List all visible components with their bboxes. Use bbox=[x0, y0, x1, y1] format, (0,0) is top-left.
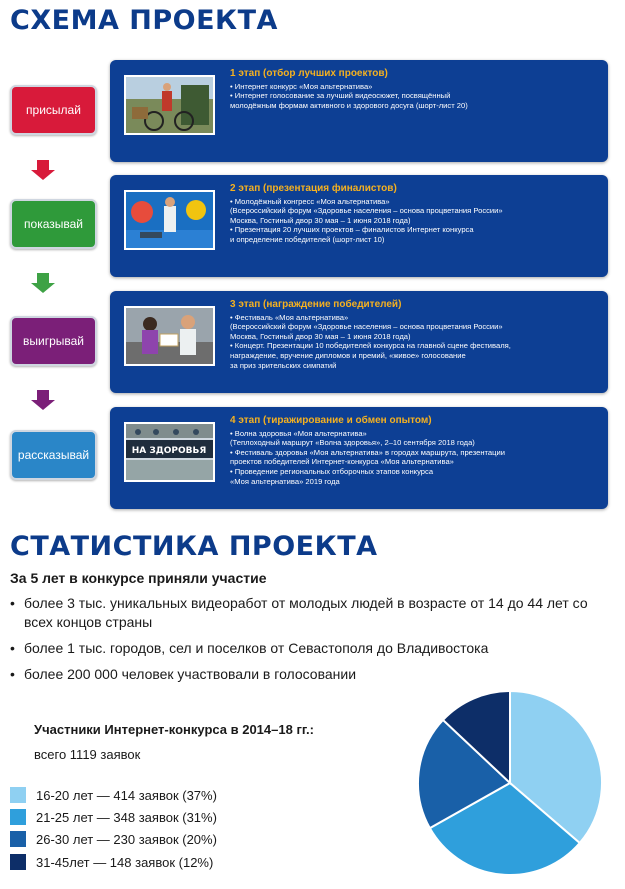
stage-line: • Молодёжный конгресс «Моя альтернатива» bbox=[230, 196, 390, 206]
arrow-head bbox=[31, 283, 55, 293]
legend-swatch bbox=[10, 854, 26, 870]
arrow-shaft bbox=[37, 160, 49, 170]
photo-banner-text: НА ЗДОРОВЬЯ bbox=[131, 446, 207, 456]
stage-text bbox=[230, 416, 600, 486]
stage-title: 3 этап (награждение победителей) bbox=[230, 299, 402, 310]
stage-line: • Интернет конкурс «Моя альтернатива» bbox=[230, 81, 373, 91]
stage-line: (Теплоходный маршрут «Волна здоровья», 2–10 сентября 2018 года) bbox=[230, 438, 475, 448]
stats-heading: СТАТИСТИКА ПРОЕКТА bbox=[10, 531, 378, 562]
stage-line: Москва, Гостиный двор 30 мая – 1 июня 2018 года) bbox=[230, 215, 411, 225]
legend-swatch bbox=[10, 831, 26, 847]
stage-text bbox=[230, 184, 600, 245]
stage-line: проектов победителей Интернет-конкурса «Моя альтернатива» bbox=[230, 457, 454, 467]
stage-line: Москва, Гостиный двор 30 мая – 1 июня 2018 года) bbox=[230, 331, 411, 341]
legend-label: 31-45лет — 148 заявок (12%) bbox=[36, 854, 214, 870]
stage-panel-3 bbox=[110, 291, 608, 393]
stage-button-label: присылай bbox=[26, 103, 81, 117]
stage-line: «Моя альтернатива» 2019 года bbox=[230, 476, 340, 486]
legend-swatch bbox=[10, 787, 26, 803]
stage-button-show[interactable] bbox=[10, 199, 97, 249]
stage-line: • Проведение региональных отборочных этапов конкурса bbox=[230, 466, 434, 476]
stage-title: 4 этап (тиражирование и обмен опытом) bbox=[230, 415, 432, 426]
stage-line: • Концерт. Презентации 10 победителей конкурса на главной сцене фестиваля, bbox=[230, 341, 511, 351]
stage-title: 2 этап (презентация финалистов) bbox=[230, 183, 397, 194]
chart-title: Участники Интернет-конкурса в 2014–18 гг.: bbox=[34, 722, 314, 737]
stage-line: за приз зрительских симпатий bbox=[230, 360, 337, 370]
bullet-text: более 200 000 человек участвовали в голосовании bbox=[24, 666, 357, 682]
ship-photo-icon bbox=[126, 424, 213, 480]
legend-item bbox=[10, 854, 213, 870]
stage-photo bbox=[124, 422, 215, 482]
stage-text bbox=[230, 300, 600, 370]
stage-line: и определение победителей (шорт-лист 10) bbox=[230, 234, 385, 244]
stage-button-send[interactable] bbox=[10, 85, 97, 135]
stage-line: (Всероссийский форум «Здоровье населения – основа процветания России» bbox=[230, 322, 503, 332]
stage-line: • Интернет голосование за лучший видеосюжет, посвящённый bbox=[230, 91, 451, 101]
stage-button-label: показывай bbox=[24, 217, 83, 231]
stage-line: • Презентация 20 лучших проектов – финалистов Интернет конкурса bbox=[230, 225, 474, 235]
stage-line: (Всероссийский форум «Здоровье населения – основа процветания России» bbox=[230, 206, 503, 216]
stage-line: награждение, вручение дипломов и премий, «живое» голосование bbox=[230, 350, 466, 360]
arrow-shaft bbox=[37, 273, 49, 283]
bullet-mark: • bbox=[10, 666, 15, 682]
stage-panel-4 bbox=[110, 407, 608, 509]
legend-swatch bbox=[10, 809, 26, 825]
stats-bullet-list bbox=[10, 594, 610, 691]
stage-photo bbox=[124, 190, 215, 250]
legend-label: 26-30 лет — 230 заявок (20%) bbox=[36, 831, 217, 847]
legend-label: 16-20 лет — 414 заявок (37%) bbox=[36, 787, 217, 803]
stage-button-tell[interactable] bbox=[10, 430, 97, 480]
bullet-text: более 3 тыс. уникальных видеоработ от молодых людей в возрасте от 14 до 44 лет со всех концов страны bbox=[24, 595, 588, 630]
legend-item bbox=[10, 809, 217, 825]
arrow-shaft bbox=[37, 390, 49, 400]
legend-label: 21-25 лет — 348 заявок (31%) bbox=[36, 809, 217, 825]
award-photo-icon bbox=[126, 308, 213, 364]
legend-item bbox=[10, 831, 217, 847]
list-item bbox=[10, 665, 610, 684]
stats-subtitle: За 5 лет в конкурсе приняли участие bbox=[10, 570, 267, 586]
stage-line: • Фестиваль «Моя альтернатива» bbox=[230, 312, 349, 322]
stage-panel-2 bbox=[110, 175, 608, 277]
stage-photo bbox=[124, 306, 215, 366]
bullet-text: более 1 тыс. городов, сел и поселков от Севастополя до Владивостока bbox=[24, 640, 489, 656]
stage-button-label: выигрывай bbox=[23, 334, 84, 348]
list-item bbox=[10, 639, 610, 658]
stage-photo bbox=[124, 75, 215, 135]
stage-line: • Фестиваль здоровья «Моя альтернатива» в городах маршрута, презентации bbox=[230, 447, 505, 457]
stage-panel-1 bbox=[110, 60, 608, 162]
list-item bbox=[10, 594, 610, 632]
arrow-head bbox=[31, 400, 55, 410]
stage-line: молодёжным формам активного и здорового досуга (шорт-лист 20) bbox=[230, 100, 468, 110]
stage-button-win[interactable] bbox=[10, 316, 97, 366]
congress-photo-icon bbox=[126, 192, 213, 248]
stage-button-label: рассказывай bbox=[17, 448, 90, 462]
stage-line: • Волна здоровья «Моя альтернатива» bbox=[230, 428, 367, 438]
arrow-head bbox=[31, 170, 55, 180]
pie-chart bbox=[410, 688, 610, 878]
chart-subtitle: всего 1119 заявок bbox=[34, 747, 141, 762]
scheme-heading: СХЕМА ПРОЕКТА bbox=[10, 5, 278, 36]
cyclist-photo-icon bbox=[126, 77, 213, 133]
bullet-mark: • bbox=[10, 640, 15, 656]
legend-item bbox=[10, 787, 217, 803]
bullet-mark: • bbox=[10, 595, 15, 611]
stage-title: 1 этап (отбор лучших проектов) bbox=[230, 68, 388, 79]
stage-text bbox=[230, 69, 600, 110]
